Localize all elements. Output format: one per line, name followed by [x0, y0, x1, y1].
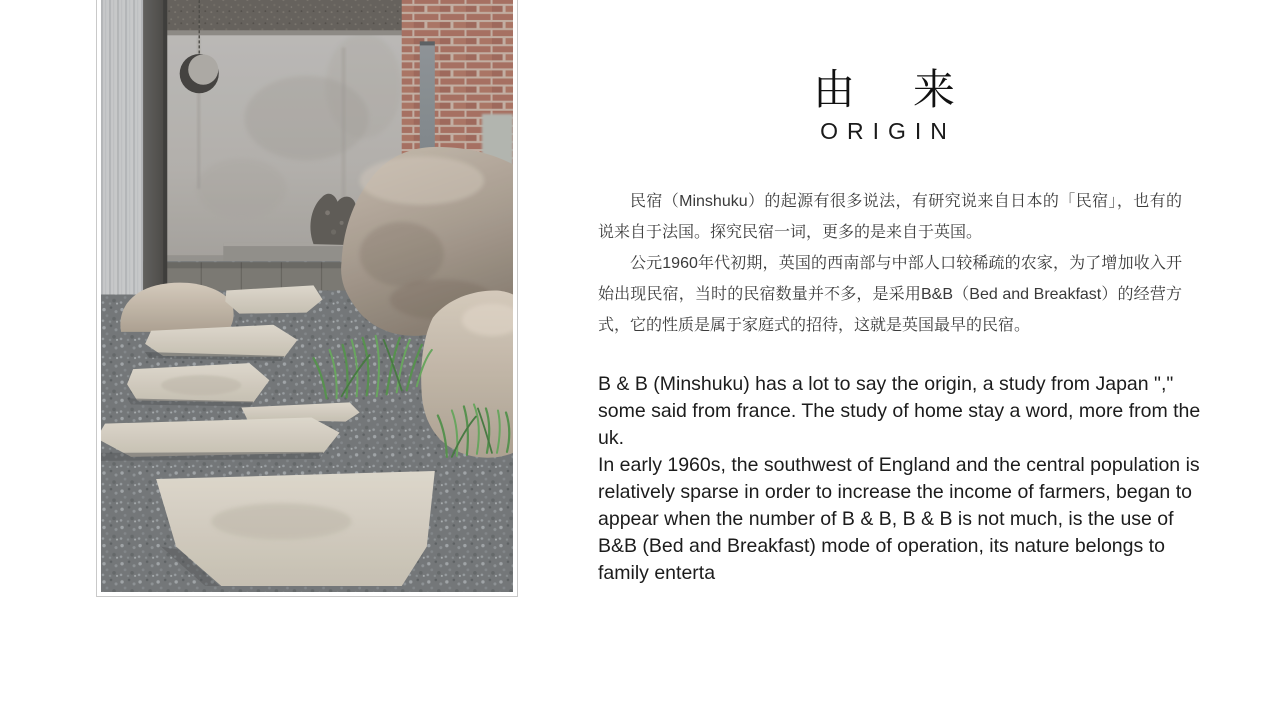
- heading: [598, 66, 1178, 144]
- cn-paragraph-1: 民宿（Minshuku）的起源有很多说法，有研究说来自日本的「民宿」，也有的说来自于法国。探究民宿一词，更多的是来自于英国。: [598, 193, 1182, 241]
- chinese-paragraphs: [598, 186, 1182, 341]
- haze-overlay: [101, 0, 513, 592]
- english-paragraphs: [598, 371, 1202, 587]
- en-paragraph-1: B & B (Minshuku) has a lot to say the origin, a study from Japan "," some said from france. The study of home stay a word, more from the uk.: [598, 373, 1201, 449]
- page-title: 由 来: [812, 66, 963, 113]
- cn-paragraph-2: 公元1960年代初期，英国的西南部与中部人口较稀疏的农家，为了增加收入开始出现民宿，当时的民宿数量并不多，是采用B&B（Bed and Breakfast）的经营方式，它的性质是属于家庭式的招待，这就是英国最早的民宿。: [598, 255, 1182, 334]
- en-paragraph-2: In early 1960s, the southwest of England and the central population is relatively sparse in order to increase the income of farmers, began to appear when the number of B & B, B & B is not much, is the use of B&B (Bed and Breakfast) mode of operation, its nature belongs to family enterta: [598, 454, 1200, 584]
- page-subtitle: ORIGIN: [820, 118, 956, 144]
- photo-card: [96, 0, 518, 597]
- courtyard-photo: [101, 0, 513, 592]
